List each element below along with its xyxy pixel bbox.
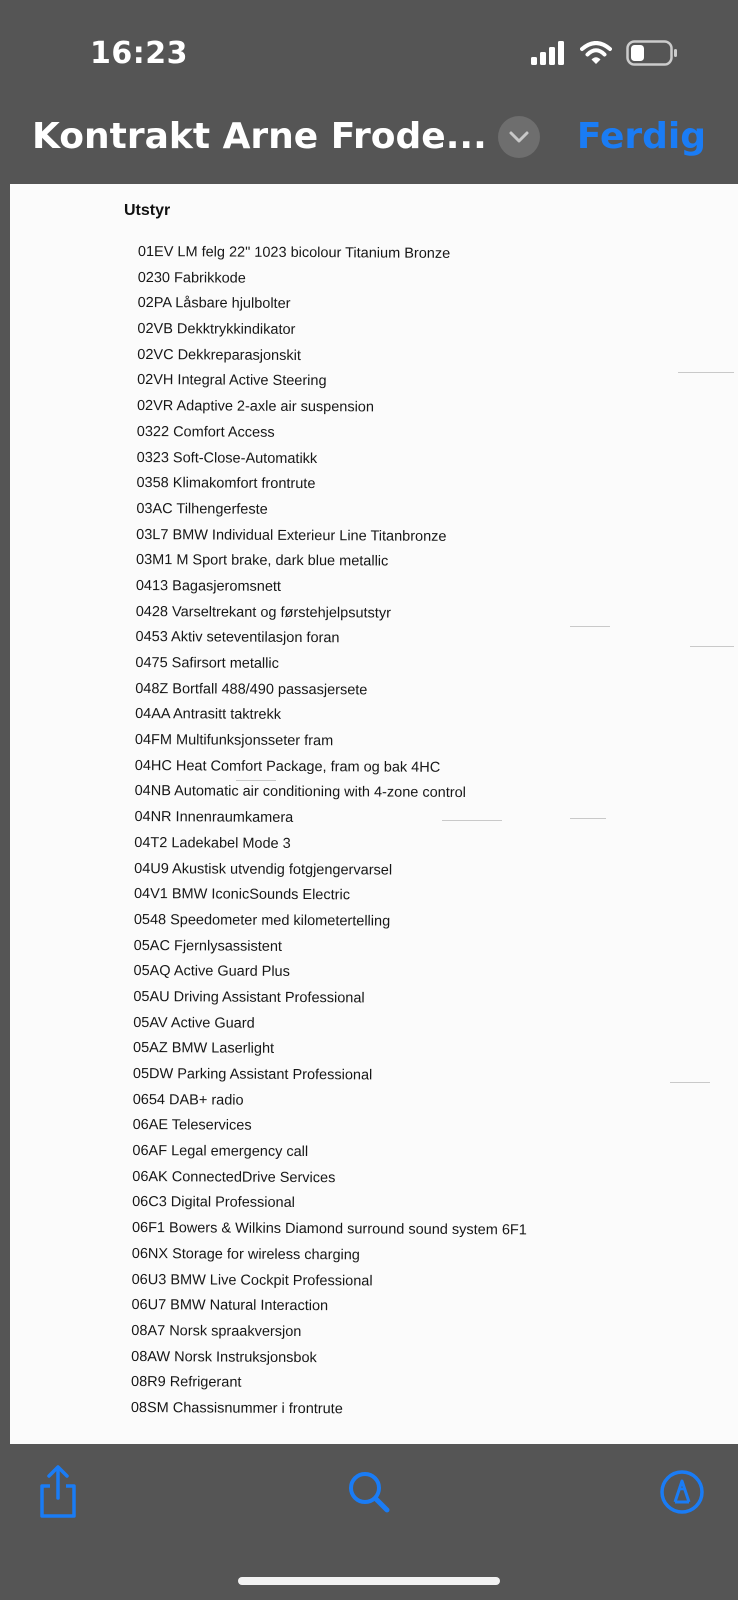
search-button[interactable] — [341, 1464, 397, 1520]
equipment-item: 04HC Heat Comfort Package, fram og bak 4HC — [134, 757, 441, 776]
equipment-item: 02VH Integral Active Steering — [137, 372, 327, 390]
equipment-item: 01EV LM felg 22" 1023 bicolour Titanium Bronze — [137, 243, 451, 262]
wifi-icon — [580, 41, 612, 65]
chevron-down-icon — [508, 130, 530, 144]
equipment-item: 06AE Teleservices — [132, 1117, 252, 1135]
equipment-item: 04T2 Ladekabel Mode 3 — [134, 834, 291, 852]
equipment-item: 06F1 Bowers & Wilkins Diamond surround sound system 6F1 — [131, 1220, 527, 1239]
equipment-item: 03L7 BMW Individual Exterieur Line Titanbronze — [136, 526, 447, 545]
equipment-item: 06C3 Digital Professional — [132, 1194, 295, 1212]
equipment-item: 08SM Chassisnummer i frontrute — [130, 1399, 343, 1418]
status-icons — [530, 40, 678, 66]
equipment-item: 05AQ Active Guard Plus — [133, 963, 290, 981]
nav-bar — [0, 110, 738, 184]
equipment-item: 0230 Fabrikkode — [137, 269, 246, 287]
done-button[interactable]: Ferdig — [576, 116, 706, 157]
search-icon — [346, 1469, 392, 1515]
home-indicator[interactable] — [238, 1577, 500, 1585]
equipment-item: 06NX Storage for wireless charging — [131, 1245, 360, 1264]
equipment-item: 02PA Låsbare hjulbolter — [137, 295, 291, 313]
scan-artifact — [442, 820, 502, 821]
equipment-item: 0413 Bagasjeromsnett — [135, 577, 282, 595]
equipment-item: 06U7 BMW Natural Interaction — [131, 1297, 329, 1315]
scan-artifact — [570, 626, 610, 627]
equipment-item: 0654 DAB+ radio — [132, 1091, 244, 1109]
share-icon — [34, 1464, 82, 1520]
equipment-item: 05DW Parking Assistant Professional — [132, 1065, 373, 1084]
status-time: 16:23 — [90, 36, 188, 71]
status-bar — [0, 0, 738, 110]
equipment-item: 04U9 Akustisk utvendig fotgjengervarsel — [134, 860, 393, 879]
equipment-item: 0453 Aktiv seteventilasjon foran — [135, 629, 340, 647]
markup-button[interactable] — [654, 1464, 710, 1520]
equipment-item: 05AV Active Guard — [133, 1014, 255, 1032]
equipment-item: 04AA Antrasitt taktrekk — [135, 706, 282, 724]
section-heading: Utstyr — [124, 202, 171, 219]
scan-artifact — [570, 818, 606, 819]
equipment-item: 02VC Dekkreparasjonskit — [137, 346, 301, 364]
equipment-item: 02VR Adaptive 2-axle air suspension — [136, 398, 375, 416]
equipment-item: 04FM Multifunksjonsseter fram — [134, 732, 334, 750]
scan-artifact — [690, 646, 734, 647]
equipment-list — [131, 240, 533, 1424]
equipment-item: 08AW Norsk Instruksjonsbok — [131, 1348, 317, 1366]
equipment-item: 04NR Innenraumkamera — [134, 809, 294, 827]
equipment-item: 048Z Bortfall 488/490 passasjersete — [135, 680, 368, 699]
equipment-item: 0323 Soft-Close-Automatikk — [136, 449, 318, 467]
equipment-item: 0548 Speedometer med kilometertelling — [133, 911, 391, 930]
equipment-item: 0475 Safirsort metallic — [135, 654, 279, 672]
scan-artifact — [670, 1082, 710, 1083]
equipment-item: 03AC Tilhengerfeste — [136, 500, 268, 518]
equipment-item: 05AU Driving Assistant Professional — [133, 988, 365, 1007]
markup-icon — [659, 1469, 705, 1515]
document-page[interactable] — [10, 184, 738, 1444]
share-button[interactable] — [30, 1464, 86, 1520]
equipment-item: 0358 Klimakomfort frontrute — [136, 475, 316, 493]
equipment-item: 08A7 Norsk spraakversjon — [131, 1322, 302, 1340]
equipment-item: 03M1 M Sport brake, dark blue metallic — [135, 552, 389, 570]
equipment-item: 06AK ConnectedDrive Services — [132, 1168, 336, 1186]
equipment-item: 04V1 BMW IconicSounds Electric — [133, 886, 351, 904]
equipment-item: 04NB Automatic air conditioning with 4-zone control — [134, 783, 466, 802]
scan-artifact — [236, 780, 276, 781]
scan-artifact — [678, 372, 734, 373]
equipment-item: 06AF Legal emergency call — [132, 1143, 309, 1161]
equipment-item: 0428 Varseltrekant og førstehjelpsutstyr — [135, 603, 391, 622]
equipment-item: 08R9 Refrigerant — [130, 1374, 242, 1391]
equipment-item: 0322 Comfort Access — [136, 423, 275, 441]
equipment-item: 05AC Fjernlysassistent — [133, 937, 283, 955]
equipment-item: 05AZ BMW Laserlight — [133, 1040, 275, 1058]
title-menu-button[interactable] — [498, 116, 540, 158]
battery-icon — [626, 40, 678, 66]
equipment-item: 06U3 BMW Live Cockpit Professional — [131, 1271, 373, 1289]
document-title: Kontrakt Arne Frode... — [32, 116, 487, 157]
equipment-item: 02VB Dekktrykkindikator — [137, 321, 296, 339]
cellular-signal-icon — [530, 41, 566, 65]
